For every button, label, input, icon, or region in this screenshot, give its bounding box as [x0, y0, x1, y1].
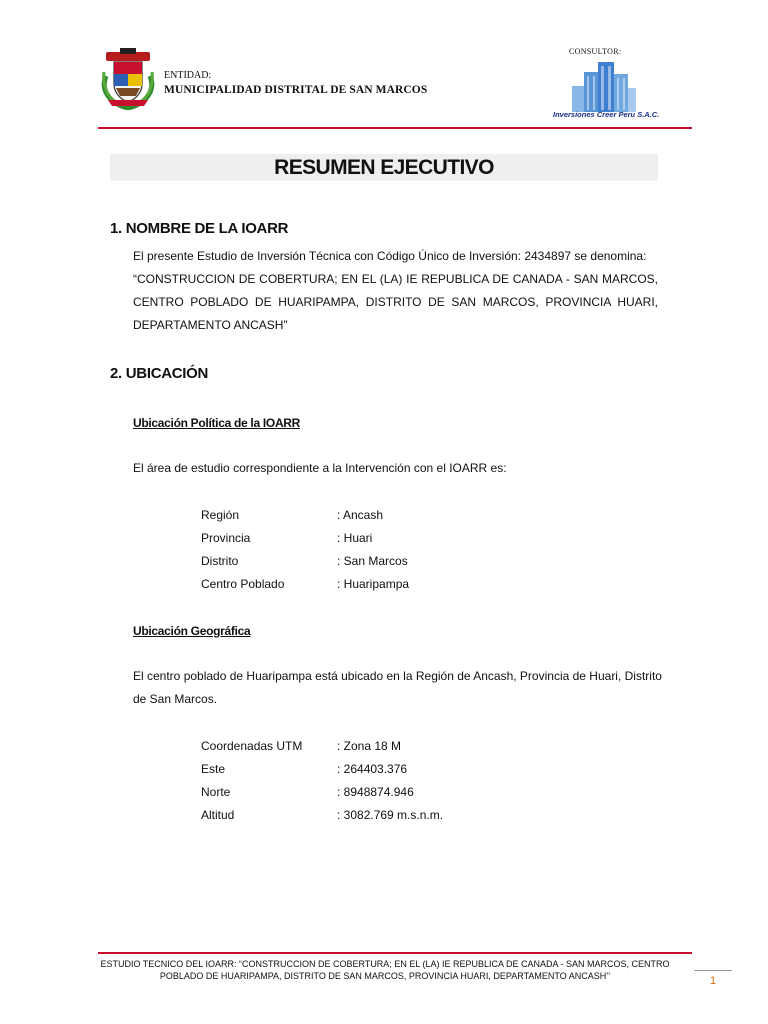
- subheading-ubicacion-geografica: Ubicación Geográfica: [133, 624, 251, 638]
- politica-value-distrito: : San Marcos: [337, 554, 408, 568]
- geo-value-este: : 264403.376: [337, 762, 408, 776]
- politica-value-provincia: : Huari: [337, 531, 373, 545]
- subheading-ubicacion-politica: Ubicación Política de la IOARR: [133, 416, 301, 430]
- municipal-seal-icon: [98, 46, 158, 110]
- section-heading-nombre: 1. NOMBRE DE LA IOARR: [110, 220, 289, 237]
- entity-label: ENTIDAD:: [164, 70, 212, 81]
- geo-key-altitud: Altitud: [201, 808, 235, 822]
- section1-line-1: El presente Estudio de Inversión Técnica con Código Único de Inversión: 2434897 se denomina:: [133, 249, 647, 263]
- footer-text: [100, 958, 670, 982]
- section1-line-4: DEPARTAMENTO ANCASH”: [133, 318, 288, 332]
- geo-value-altitud: : 3082.769 m.s.n.m.: [337, 808, 444, 822]
- geografica-line-2: de San Marcos.: [133, 692, 218, 706]
- geo-value-coordenadas: : Zona 18 M: [337, 739, 402, 753]
- header-rule: [98, 127, 692, 129]
- document-title: RESUMEN EJECUTIVO: [274, 156, 494, 179]
- consultor-logo-text: Inversiones Creer Peru S.A.C.: [553, 110, 660, 119]
- geografica-line-1: El centro poblado de Huaripampa está ubicado en la Región de Ancash, Provincia de Huari, Distrito: [133, 669, 662, 683]
- politica-key-region: Región: [201, 508, 240, 522]
- geo-key-este: Este: [201, 762, 226, 776]
- politica-value-region: : Ancash: [337, 508, 384, 522]
- entity-name: MUNICIPALIDAD DISTRITAL DE SAN MARCOS: [164, 84, 428, 96]
- footer-line-1: ESTUDIO TECNICO DEL IOARR: “CONSTRUCCION DE COBERTURA; EN EL (LA) IE REPUBLICA DE CANADA - SAN MARCOS, CENTRO: [100, 959, 670, 969]
- politica-key-centro-poblado: Centro Poblado: [201, 577, 285, 591]
- geo-key-norte: Norte: [201, 785, 231, 799]
- geo-key-coordenadas: Coordenadas UTM: [201, 739, 303, 753]
- page-number-rule: [694, 970, 732, 971]
- section1-line-3: CENTRO POBLADO DE HUARIPAMPA, DISTRITO DE SAN MARCOS, PROVINCIA HUARI,: [133, 295, 658, 309]
- footer-rule: [98, 952, 692, 954]
- page-number: 1: [709, 975, 717, 987]
- politica-key-provincia: Provincia: [201, 531, 251, 545]
- geo-value-norte: : 8948874.946: [337, 785, 414, 799]
- politica-value-centro-poblado: : Huaripampa: [337, 577, 410, 591]
- consultor-label: CONSULTOR:: [569, 47, 622, 56]
- section1-line-2: “CONSTRUCCION DE COBERTURA; EN EL (LA) IE REPUBLICA DE CANADA - SAN MARCOS,: [133, 272, 658, 286]
- footer-line-2: POBLADO DE HUARIPAMPA, DISTRITO DE SAN MARCOS, PROVINCIA HUARI, DEPARTAMENTO ANCASH’’: [159, 971, 611, 981]
- politica-intro: El área de estudio correspondiente a la Intervención con el IOARR es:: [133, 461, 507, 475]
- consultor-building-logo-icon: [566, 60, 638, 112]
- politica-key-distrito: Distrito: [201, 554, 239, 568]
- section-heading-ubicacion: 2. UBICACIÓN: [110, 365, 209, 382]
